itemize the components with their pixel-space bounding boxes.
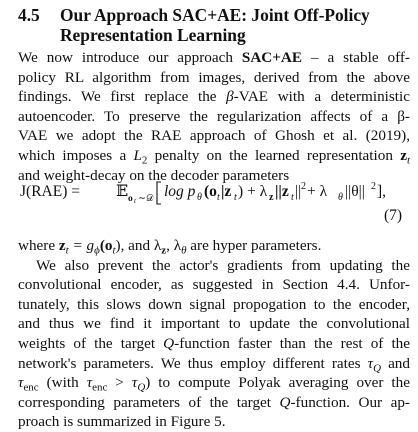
eq-t1: t: [217, 192, 220, 203]
equation-number: (7): [384, 207, 403, 224]
method-name: SAC+AE: [241, 49, 303, 66]
p1-line-7: and weight-decay on the decoder parameters: [18, 166, 290, 184]
text: are hyper parameters.: [186, 237, 322, 254]
p2-line-7: [18, 354, 410, 374]
math-z: z: [58, 237, 66, 254]
eq-left-bracket: [157, 182, 161, 204]
p1-line-4: autoencoder. To preserve the regularization affects of a β-: [18, 107, 410, 125]
math-subscript: 2: [141, 154, 148, 167]
eq-square: 2: [301, 181, 306, 192]
text: where: [18, 237, 59, 254]
text: -function faster than the rest of the: [174, 334, 411, 352]
math-subscript: Q: [137, 381, 146, 394]
section-title-line-2: Representation Learning: [60, 25, 246, 45]
eq-norm-end: ||: [295, 183, 302, 200]
p2-line-4: tunately, this slows down signal propogation to the encoder,: [18, 295, 410, 313]
math-subscript: θ: [181, 244, 187, 257]
text: >: [107, 374, 132, 392]
text: We now introduce our approach: [18, 49, 242, 66]
equation-svg: [18, 180, 410, 226]
eq-log-p: log p: [164, 183, 196, 200]
math-subscript: ϕ: [94, 244, 100, 257]
eq-args3: ) + λ: [238, 183, 268, 200]
equation-7: [18, 180, 410, 226]
math-z: z: [400, 146, 407, 164]
eq-args: (o: [204, 183, 217, 200]
eq-t2: t: [234, 192, 237, 203]
math-g: = g: [68, 237, 95, 254]
paragraph-1: [18, 48, 410, 185]
text: -VAE with a deterministic: [233, 88, 410, 106]
eq-lambda-z-sub: z: [269, 192, 274, 203]
text: ), and λ: [115, 237, 162, 254]
p2-line-3: convolutional encoder, as suggested in Section 4.4. Unfor-: [18, 276, 410, 294]
eq-sub-t: t: [134, 197, 136, 205]
p2-line-1: [18, 236, 410, 256]
p1-line-1: [18, 48, 410, 68]
eq-norm2: ||θ||: [345, 183, 365, 200]
text: , λ: [166, 237, 182, 254]
p2-line-6: [18, 334, 410, 354]
text: corresponding parameters of the target: [18, 393, 280, 411]
math-L: L: [133, 146, 142, 164]
math-beta: β: [226, 88, 234, 106]
eq-norm: ||z: [275, 183, 289, 200]
text: – a stable off-: [302, 49, 410, 66]
p1-line-5: VAE we adopt the RAE approach of Ghosh et al. (2019),: [18, 127, 410, 145]
math-subscript: Q: [373, 361, 381, 374]
eq-theta-sub: θ: [197, 192, 202, 203]
math-subscript: enc: [92, 381, 108, 394]
math-subscript: t: [112, 244, 116, 257]
math-tau: τ: [367, 354, 374, 372]
eq-expectation: 𝔼: [116, 183, 129, 200]
text: weights of the target: [18, 334, 164, 352]
p1-line-2: policy RL algorithm from images, derived from the above: [18, 68, 410, 86]
math-o: (o: [99, 237, 113, 254]
text: which imposes a: [18, 146, 134, 164]
eq-sub-rest: ∼𝒟: [138, 194, 154, 204]
eq-end: ],: [377, 183, 387, 200]
math-tau: τ: [18, 374, 24, 392]
eq-t3: t: [291, 192, 294, 203]
paragraph-2: [18, 236, 410, 432]
section-number: 4.5: [18, 5, 40, 25]
math-tau: τ: [131, 374, 138, 392]
text: penalty on the learned representation: [147, 146, 401, 164]
text: -function. Our ap-: [290, 393, 410, 411]
text: ) to compute Polyak averaging over the: [145, 374, 410, 392]
p2-line-5: and thus we find it important to update the convolutional: [18, 315, 410, 333]
eq-lhs: J(RAE) =: [20, 183, 80, 200]
section-title-line-1: Our Approach SAC+AE: Joint Off-Policy: [60, 5, 370, 25]
math-subscript: enc: [23, 381, 39, 394]
math-tau: τ: [86, 374, 93, 392]
p2-line-8: [18, 373, 410, 393]
p1-line-3: [18, 87, 410, 107]
math-Q: Q: [163, 334, 175, 352]
math-subscript: t: [406, 154, 410, 167]
eq-args2: |z: [221, 183, 232, 200]
text: and: [380, 354, 410, 372]
eq-sub-o: o: [128, 194, 133, 204]
eq-lambda-theta-sub: θ: [338, 192, 343, 203]
text: findings. We first replace the: [18, 88, 227, 106]
p2-line-9: [18, 393, 410, 413]
text: network's parameters. We thus employ different rates: [18, 354, 368, 372]
eq-square2: 2: [371, 181, 376, 192]
math-Q: Q: [279, 393, 291, 411]
p2-line-2: We also prevent the actor's gradients from updating the: [36, 256, 410, 274]
p2-line-10: proach is summarized in Figure 5.: [18, 413, 226, 431]
text: (with: [38, 374, 87, 392]
p1-line-6: [18, 146, 410, 166]
math-subscript: z: [161, 244, 167, 257]
eq-plus2: + λ: [307, 183, 328, 200]
math-subscript: t: [65, 244, 69, 257]
